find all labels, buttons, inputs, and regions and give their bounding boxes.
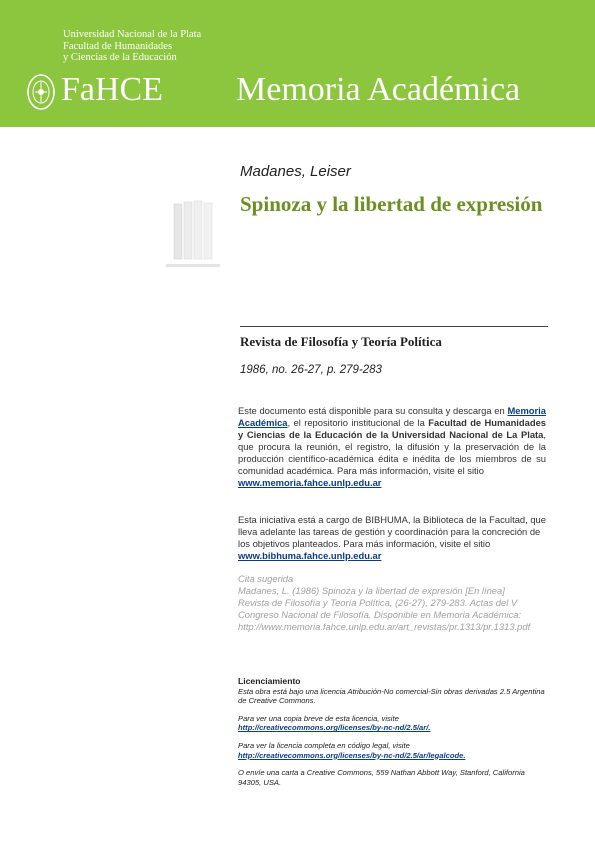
info-text: Esta iniciativa está a cargo de BIBHUMA, la Biblioteca de la Facultad, que lleva adelante las tareas de gestión y coordinación para la concreción de los objetivos planteados. Para más información, visite el sitio	[238, 514, 546, 549]
books-logo-icon	[164, 198, 224, 274]
header-banner	[0, 0, 595, 127]
repository-name: Memoria Académica	[236, 71, 521, 108]
journal-name: Revista de Filosofía y Teoría Política	[240, 334, 442, 349]
info-text: , el repositorio institucional de la	[287, 417, 425, 428]
license-text: Para ver la licencia completa en código legal, visite	[238, 740, 410, 750]
article-title: Spinoza y la libertad de expresión	[240, 192, 543, 216]
info-text: , que procura la reunión, el registro, la difusión y la preservación de la producción científico-académica édita e inédita de los miembros de su comunidad académica. Para más información, visite el sitio	[238, 429, 546, 476]
faculty-name-line2: y Ciencias de la Educación	[63, 52, 177, 63]
memoria-academica-link[interactable]: Memoria Académica	[238, 405, 547, 428]
suggested-citation-url[interactable]: http://www.memoria.fahce.unlp.edu.ar/art_revistas/pr.1313/pr.1313.pdf	[238, 621, 531, 632]
fahce-logo-text: FaHCE	[61, 71, 163, 108]
license-heading: Licenciamiento	[238, 676, 301, 686]
suggested-citation-line: Revista de Filosofía y Teoría Política, (26-27), 279-283. Actas del V	[238, 597, 518, 608]
article-author: Madanes, Leiser	[240, 163, 351, 180]
suggested-citation-line: Congreso Nacional de Filosofía. Disponible en Memoria Académica:	[238, 609, 522, 620]
faculty-bold-text: Facultad de Humanidades y Ciencias de la Educación de la Universidad Nacional de La Plata	[238, 417, 547, 440]
license-block	[238, 677, 550, 787]
repository-info-paragraph	[238, 405, 546, 489]
license-legalcode-link[interactable]: http://creativecommons.org/licenses/by-nc-nd/2.5/ar/legalcode.	[238, 750, 466, 760]
bibhuma-info-paragraph	[238, 514, 546, 562]
bibhuma-url-link[interactable]: www.bibhuma.fahce.unlp.edu.ar	[238, 550, 382, 561]
license-address: O envíe una carta a Creative Commons, 559 Nathan Abbott Way, Stanford, California 94305, USA.	[238, 768, 525, 787]
university-name: Universidad Nacional de la Plata	[63, 29, 202, 40]
suggested-citation-line: Madanes, L. (1986) Spinoza y la libertad de expresión [En línea]	[238, 585, 505, 596]
citation-details: 1986, no. 26-27, p. 279-283	[240, 364, 382, 376]
memoria-url-link[interactable]: www.memoria.fahce.unlp.edu.ar	[238, 477, 382, 488]
divider	[240, 326, 548, 327]
license-text: Para ver una copia breve de esta licencia, visite	[238, 713, 399, 723]
university-seal-icon	[26, 73, 56, 111]
suggested-citation	[238, 573, 558, 633]
license-short-link[interactable]: http://creativecommons.org/licenses/by-nc-nd/2.5/ar/.	[238, 723, 431, 733]
faculty-name-line1: Facultad de Humanidades	[63, 41, 173, 52]
license-text: Esta obra está bajo una licencia Atribución-No comercial-Sin obras derivadas 2.5 Argentina de Creative Commons.	[238, 686, 545, 706]
suggested-citation-label: Cita sugerida	[238, 573, 294, 584]
info-text: Este documento está disponible para su consulta y descarga en	[238, 405, 505, 416]
